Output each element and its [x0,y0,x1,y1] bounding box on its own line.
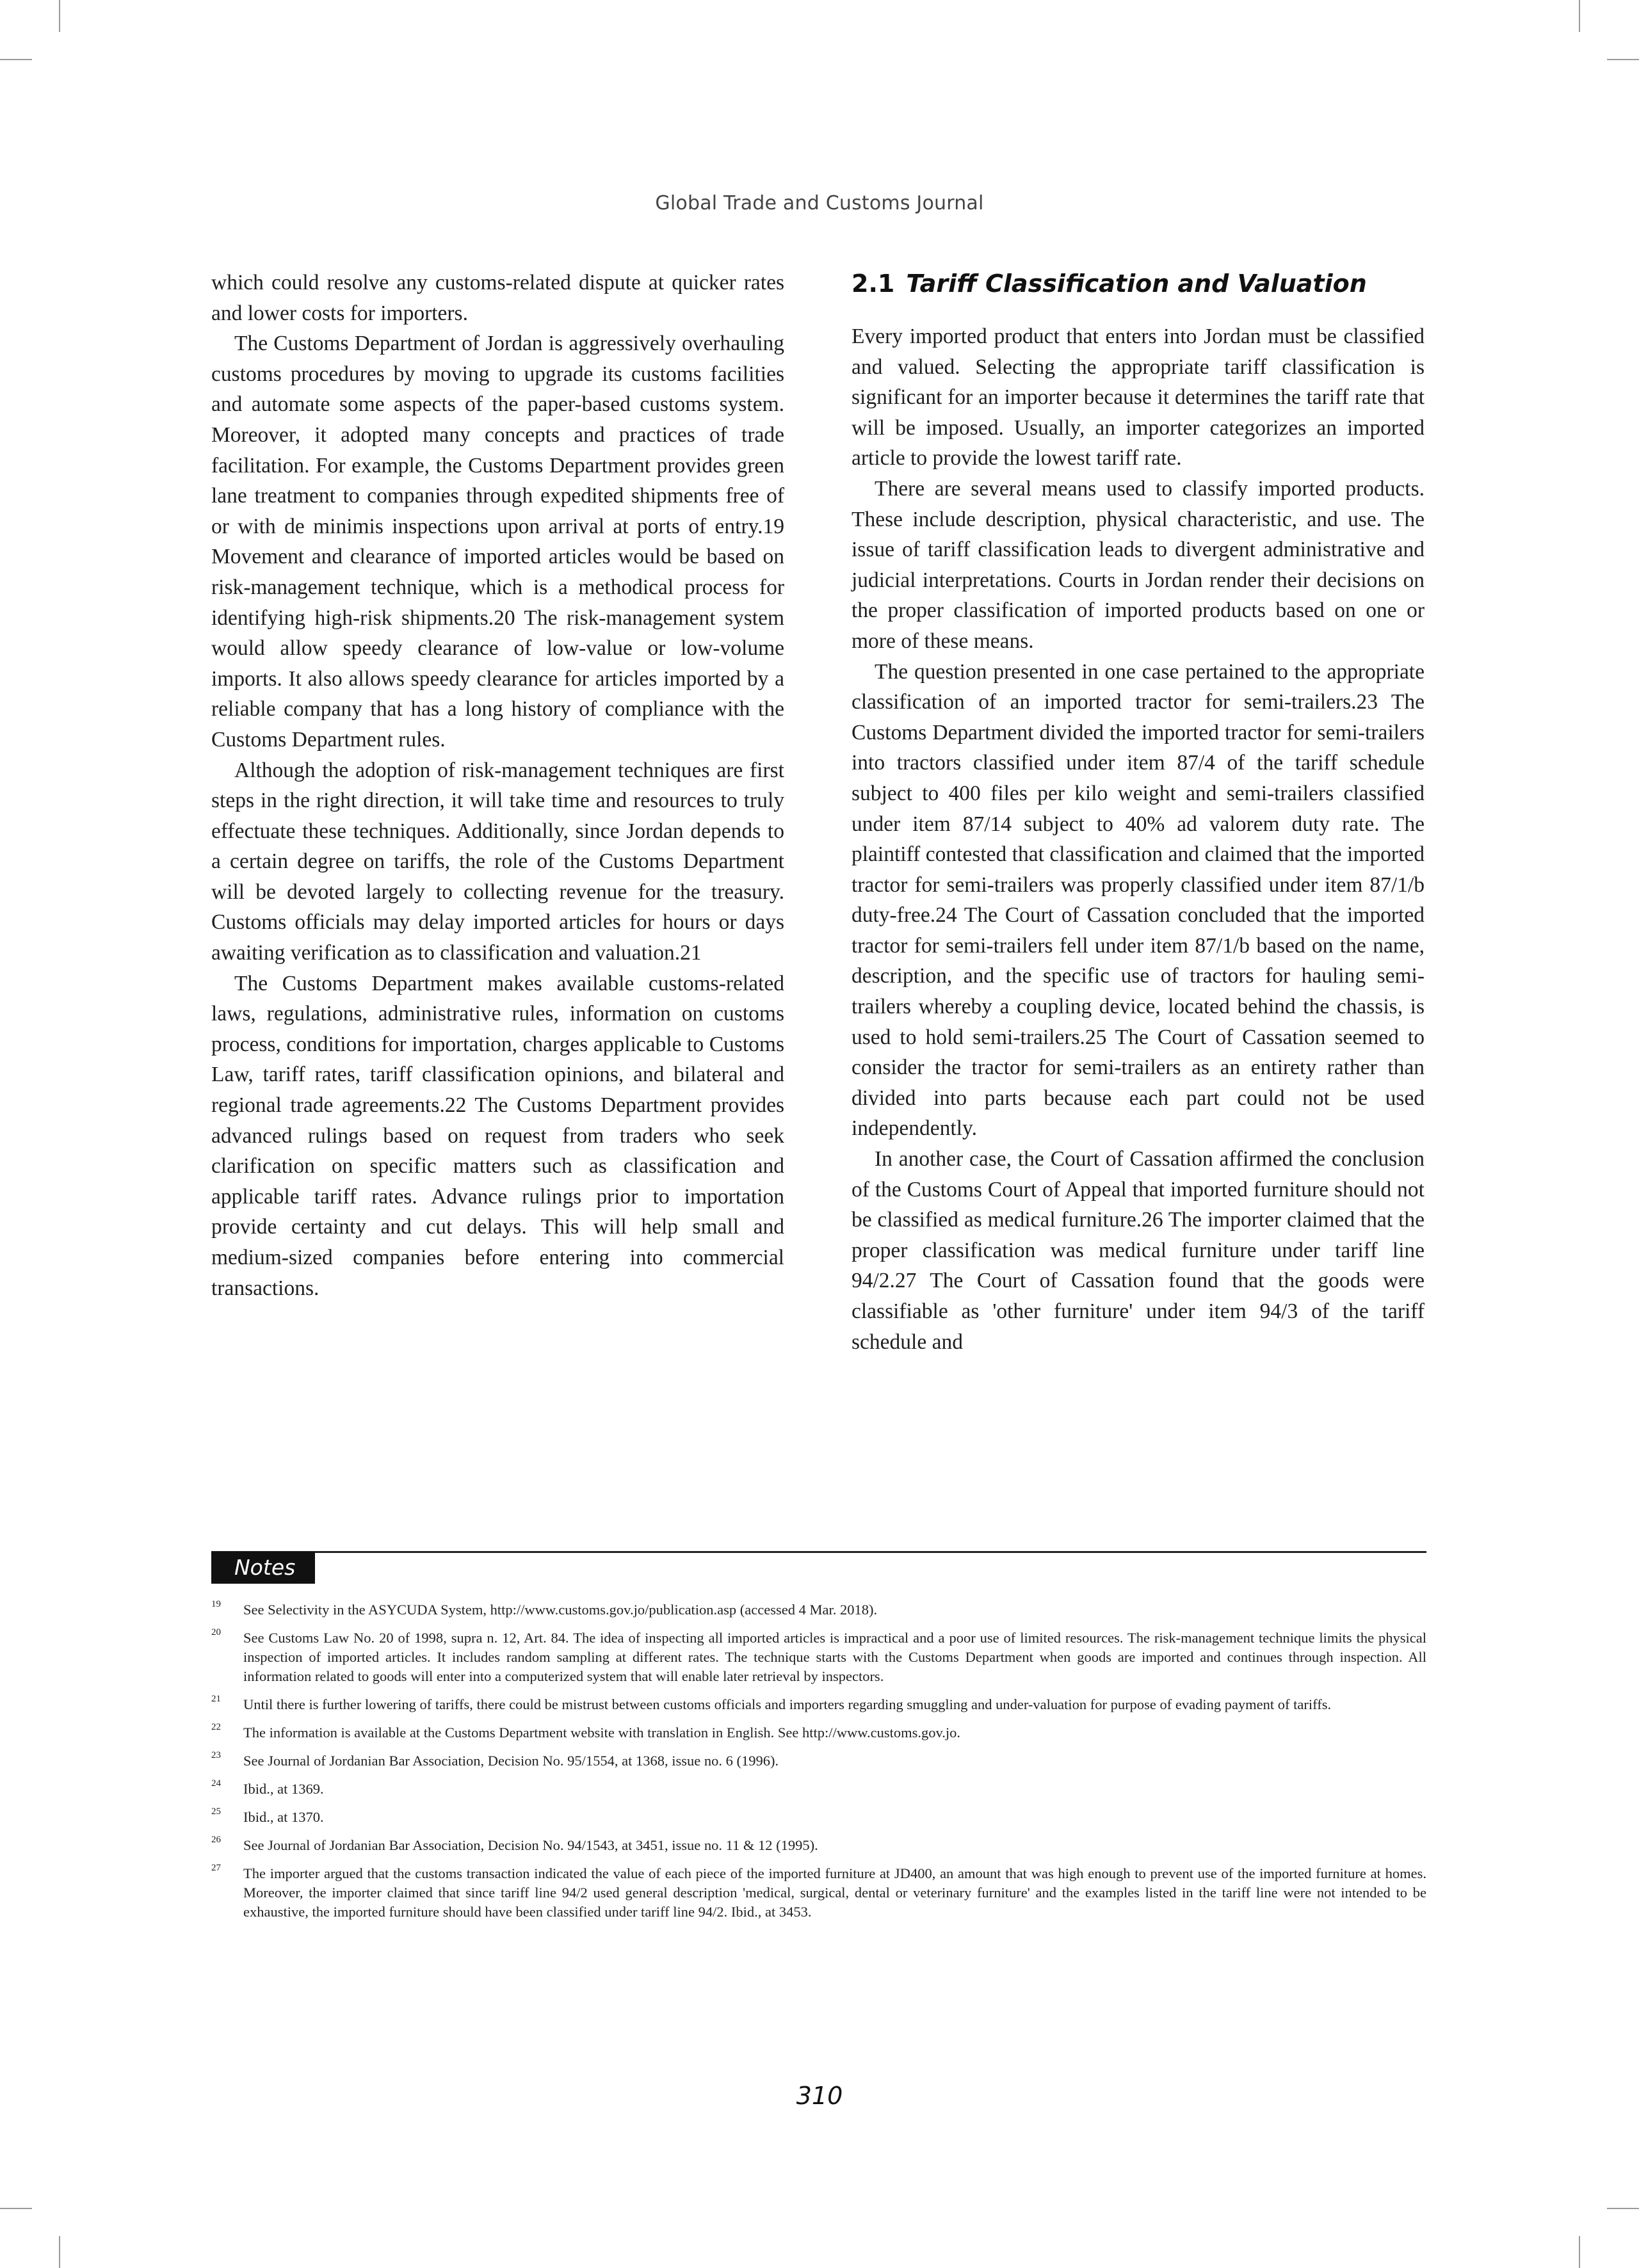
crop-mark-bottom-left-h [0,2208,32,2209]
footnote [211,1836,1426,1855]
footnote [211,1723,1426,1742]
crop-mark-top-left-v [59,0,60,32]
crop-mark-bottom-right-v [1579,2236,1580,2268]
crop-mark-top-right-v [1579,0,1580,32]
footnote-number: 24 [211,1778,221,1789]
section-number: 2.1 [852,269,895,298]
notes-label: Notes [211,1552,315,1584]
footnote [211,1780,1426,1799]
footnote-number: 27 [211,1863,221,1873]
footnote-text: Ibid., at 1370. [243,1809,324,1825]
footnote-number: 23 [211,1750,221,1760]
notes-rule [211,1551,1426,1553]
footnote [211,1600,1426,1620]
footnote [211,1751,1426,1771]
crop-mark-top-right-h [1607,59,1639,60]
footnote-number: 19 [211,1599,221,1609]
footnote [211,1808,1426,1827]
footnote-number: 21 [211,1694,221,1704]
section-heading [852,268,1425,300]
running-head: Global Trade and Customs Journal [655,192,984,214]
footnote [211,1864,1426,1922]
footnote-text: The information is available at the Customs Department website with translation in English. See http://www.customs.gov.jo. [243,1725,961,1741]
footnote [211,1629,1426,1686]
footnotes [211,1600,1426,1931]
footnote-number: 20 [211,1627,221,1637]
footnote-text: Ibid., at 1369. [243,1781,324,1797]
paragraph: which could resolve any customs-related dispute at quicker rates and lower costs for importers. [211,271,784,325]
left-column [211,268,784,1303]
footnote-number: 25 [211,1806,221,1817]
paragraph: Although the adoption of risk-management techniques are first steps in the right direction, it will take time and resources to truly effectuate these techniques. Additionally, since Jordan depends to a certain degree on tariffs, the role of the Customs Department will be devoted largely to collecting revenue for the treasury. Customs officials may delay imported articles for hours or days awaiting verification as to classification and valuation.21 [211,758,784,965]
footnote-number: 26 [211,1835,221,1845]
footnote [211,1695,1426,1714]
footnote-text: Until there is further lowering of tariffs, there could be mistrust between customs officials and importers regarding smuggling and under-valuation for purpose of evading payment of tariffs. [243,1696,1332,1712]
footnote-text: See Selectivity in the ASYCUDA System, http://www.customs.gov.jo/publication.asp (accessed 4 Mar. 2018). [243,1602,878,1618]
footnote-text: See Journal of Jordanian Bar Association, Decision No. 94/1543, at 3451, issue no. 11 & 12 (1995). [243,1837,818,1853]
crop-mark-bottom-left-v [59,2236,60,2268]
paragraph: The question presented in one case pertained to the appropriate classification of an imported tractor for semi-trailers.23 The Customs Department divided the imported tractor for semi-trailers into tractors classified under item 87/4 of the tariff schedule subject to 400 files per kilo weight and semi-trailers classified under item 87/14 subject to 40% ad valorem duty rate. The plaintiff contested that classification and claimed that the imported tractor for semi-trailers was properly classified under item 87/1/b duty-free.24 The Court of Cassation concluded that the imported tractor for semi-trailers fell under item 87/1/b based on the name, description, and the specific use of tractors for hauling semi-trailers whereby a coupling device, located behind the chassis, is used to hold semi-trailers.25 The Court of Cassation seemed to consider the tractor for semi-trailers as an entirety rather than divided into parts because each part could not be used independently. [852,659,1425,1141]
crop-mark-bottom-right-h [1607,2208,1639,2209]
paragraph: There are several means used to classify imported products. These include description, physical characteristic, and use. The issue of tariff classification leads to divergent administrative and judicial interpretations. Courts in Jordan render their decisions on the proper classification of imported products based on one or more of these means. [852,476,1425,653]
paragraph: The Customs Department makes available customs-related laws, regulations, administrative rules, information on customs process, conditions for importation, charges applicable to Customs Law, tariff rates, tariff classification opinions, and bilateral and regional trade agreements.22 The Customs Department provides advanced rulings based on request from traders who seek clarification on specific matters such as classification and applicable tariff rates. Advance rulings prior to importation provide certainty and cut delays. This will help small and medium-sized companies before entering into commercial transactions. [211,971,784,1300]
paragraph: Every imported product that enters into Jordan must be classified and valued. Selecting the appropriate tariff classification is significant for an importer because it determines the tariff rate that will be imposed. Usually, an importer categorizes an imported article to provide the lowest tariff rate. [852,325,1425,470]
footnote-text: See Customs Law No. 20 of 1998, supra n. 12, Art. 84. The idea of inspecting all imported articles is impractical and a poor use of limited resources. The risk-management technique limits the physical inspection of imported articles. It includes random sampling at different rates. The technique starts with the Customs Department when goods are imported and continues through inspection. All information related to goods will enter into a computerized system that will enable later retrieval by inspectors. [243,1630,1426,1684]
right-column [852,268,1425,1357]
page-number: 310 [796,2082,843,2110]
footnote-text: The importer argued that the customs transaction indicated the value of each piece of the imported furniture at JD400, an amount that was high enough to prevent use of the imported furniture at homes. Moreover, the importer claimed that since tariff line 94/2 used general description 'medical, surgical, dental or veterinary furniture' and the examples listed in the tariff line were not intended to be exhaustive, the imported furniture should have been classified under tariff line 94/2. Ibid., at 3453. [243,1865,1426,1920]
crop-mark-top-left-h [0,59,32,60]
footnote-number: 22 [211,1722,221,1732]
section-title: Tariff Classification and Valuation [906,269,1367,298]
footnote-text: See Journal of Jordanian Bar Association, Decision No. 95/1554, at 1368, issue no. 6 (1996). [243,1753,779,1769]
paragraph: In another case, the Court of Cassation affirmed the conclusion of the Customs Court of Appeal that imported furniture should not be classified as medical furniture.26 The importer claimed that the proper classification was medical furniture under tariff line 94/2.27 The Court of Cassation found that the goods were classifiable as 'other furniture' under item 94/3 of the tariff schedule and [852,1147,1425,1354]
paragraph: The Customs Department of Jordan is aggressively overhauling customs procedures by moving to upgrade its customs facilities and automate some aspects of the paper-based customs system. Moreover, it adopted many concepts and practices of trade facilitation. For example, the Customs Department provides green lane treatment to companies through expedited shipments free of or with de minimis inspections upon arrival at ports of entry.19 Movement and clearance of imported articles would be based on risk-management technique, which is a methodical process for identifying high-risk shipments.20 The risk-management system would allow speedy clearance of low-value or low-volume imports. It also allows speedy clearance for articles imported by a reliable company that has a long history of compliance with the Customs Department rules. [211,332,784,752]
